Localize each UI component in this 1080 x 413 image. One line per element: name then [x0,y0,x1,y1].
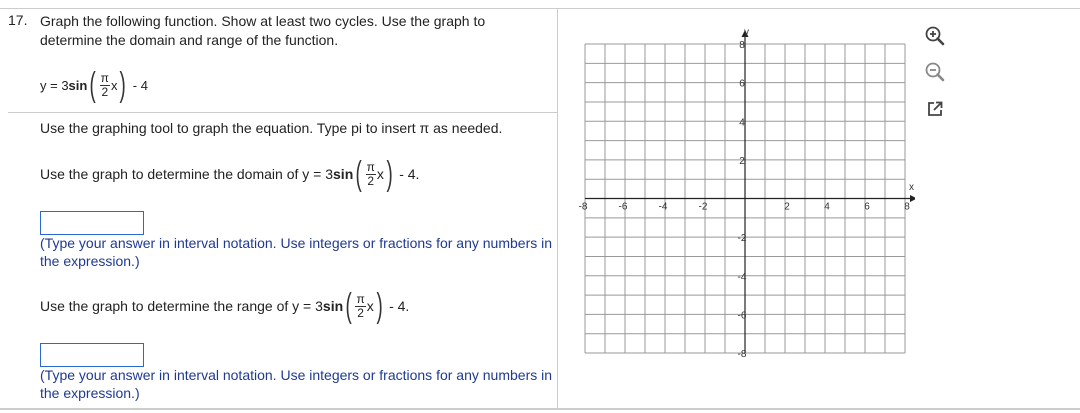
y-tick-label: 6 [739,78,745,90]
equation-lhs: y = 3 [40,77,69,93]
range-prompt [40,289,409,323]
fraction [100,72,110,99]
range-tail: - 4. [389,298,410,314]
y-tick-label: -2 [737,233,747,245]
fraction-denominator: 2 [101,84,109,99]
x-tick-label: 8 [904,201,910,213]
x-axis-label: x [909,182,914,193]
range-hint: (Type your answer in interval notation. Use integers or fractions for any numbers in the expression.) [40,367,553,401]
y-tick-label: 2 [739,155,745,167]
left-paren: ( [355,155,363,193]
right-paren: ) [376,287,383,325]
bottom-divider [0,408,1080,410]
fraction-numerator: π [100,70,109,85]
x-tick-label: -2 [698,201,708,213]
domain-answer-input[interactable] [40,211,144,235]
equation-variable: x [376,166,384,182]
equation [40,68,148,102]
range-function: sin [322,298,344,314]
fraction [355,293,365,320]
y-tick-label: -8 [737,349,747,360]
graph-canvas[interactable] [575,20,915,365]
fraction-numerator: π [366,159,375,174]
domain-prompt [40,157,419,191]
x-tick-label: -8 [578,201,588,213]
x-tick-label: 2 [784,201,790,213]
fraction-numerator: π [356,291,365,306]
question-number: 17. [8,12,28,28]
equation-function: sin [68,77,88,93]
domain-function: sin [333,166,354,182]
y-tick-label: -4 [737,271,747,283]
question-prompt: Graph the following function. Show at least two cycles. Use the graph to determine the domain and range of the function. [40,13,486,48]
x-axis-arrow [910,195,915,202]
instruction-text: Use the graphing tool to graph the equation. Type pi to insert π as needed. [40,120,503,136]
x-tick-label: -4 [658,201,668,213]
x-tick-label: -6 [618,201,628,213]
domain-tail: - 4. [399,166,420,182]
y-axis-label: y [744,27,749,38]
popout-icon [926,100,944,118]
zoom-in-icon [925,26,945,46]
fraction [366,161,376,188]
domain-prompt-text: Use the graph to determine the domain of y = 3 [40,166,334,182]
equation-tail: - 4 [132,77,148,93]
zoom-out-button[interactable] [923,60,947,84]
zoom-in-button[interactable] [923,24,947,48]
zoom-out-icon [925,62,945,82]
fraction-denominator: 2 [357,305,364,320]
right-paren: ) [386,155,393,193]
section-divider [8,112,557,113]
tick-labels [579,40,911,360]
equation-variable: x [366,298,374,314]
x-tick-label: 6 [864,201,870,213]
right-paren: ) [120,66,127,104]
left-paren: ( [89,66,97,104]
x-tick-label: 4 [824,201,830,213]
left-paren: ( [345,287,352,325]
domain-hint: (Type your answer in interval notation. Use integers or fractions for any numbers in the expression.) [40,235,553,269]
range-answer-input[interactable] [40,343,144,367]
y-tick-label: -6 [737,310,747,322]
range-prompt-text: Use the graph to determine the range of y = 3 [40,298,323,314]
popout-button[interactable] [923,97,947,121]
y-tick-label: 8 [739,40,745,51]
fraction-denominator: 2 [367,173,375,188]
equation-variable: x [110,77,118,93]
y-tick-label: 4 [739,117,745,129]
